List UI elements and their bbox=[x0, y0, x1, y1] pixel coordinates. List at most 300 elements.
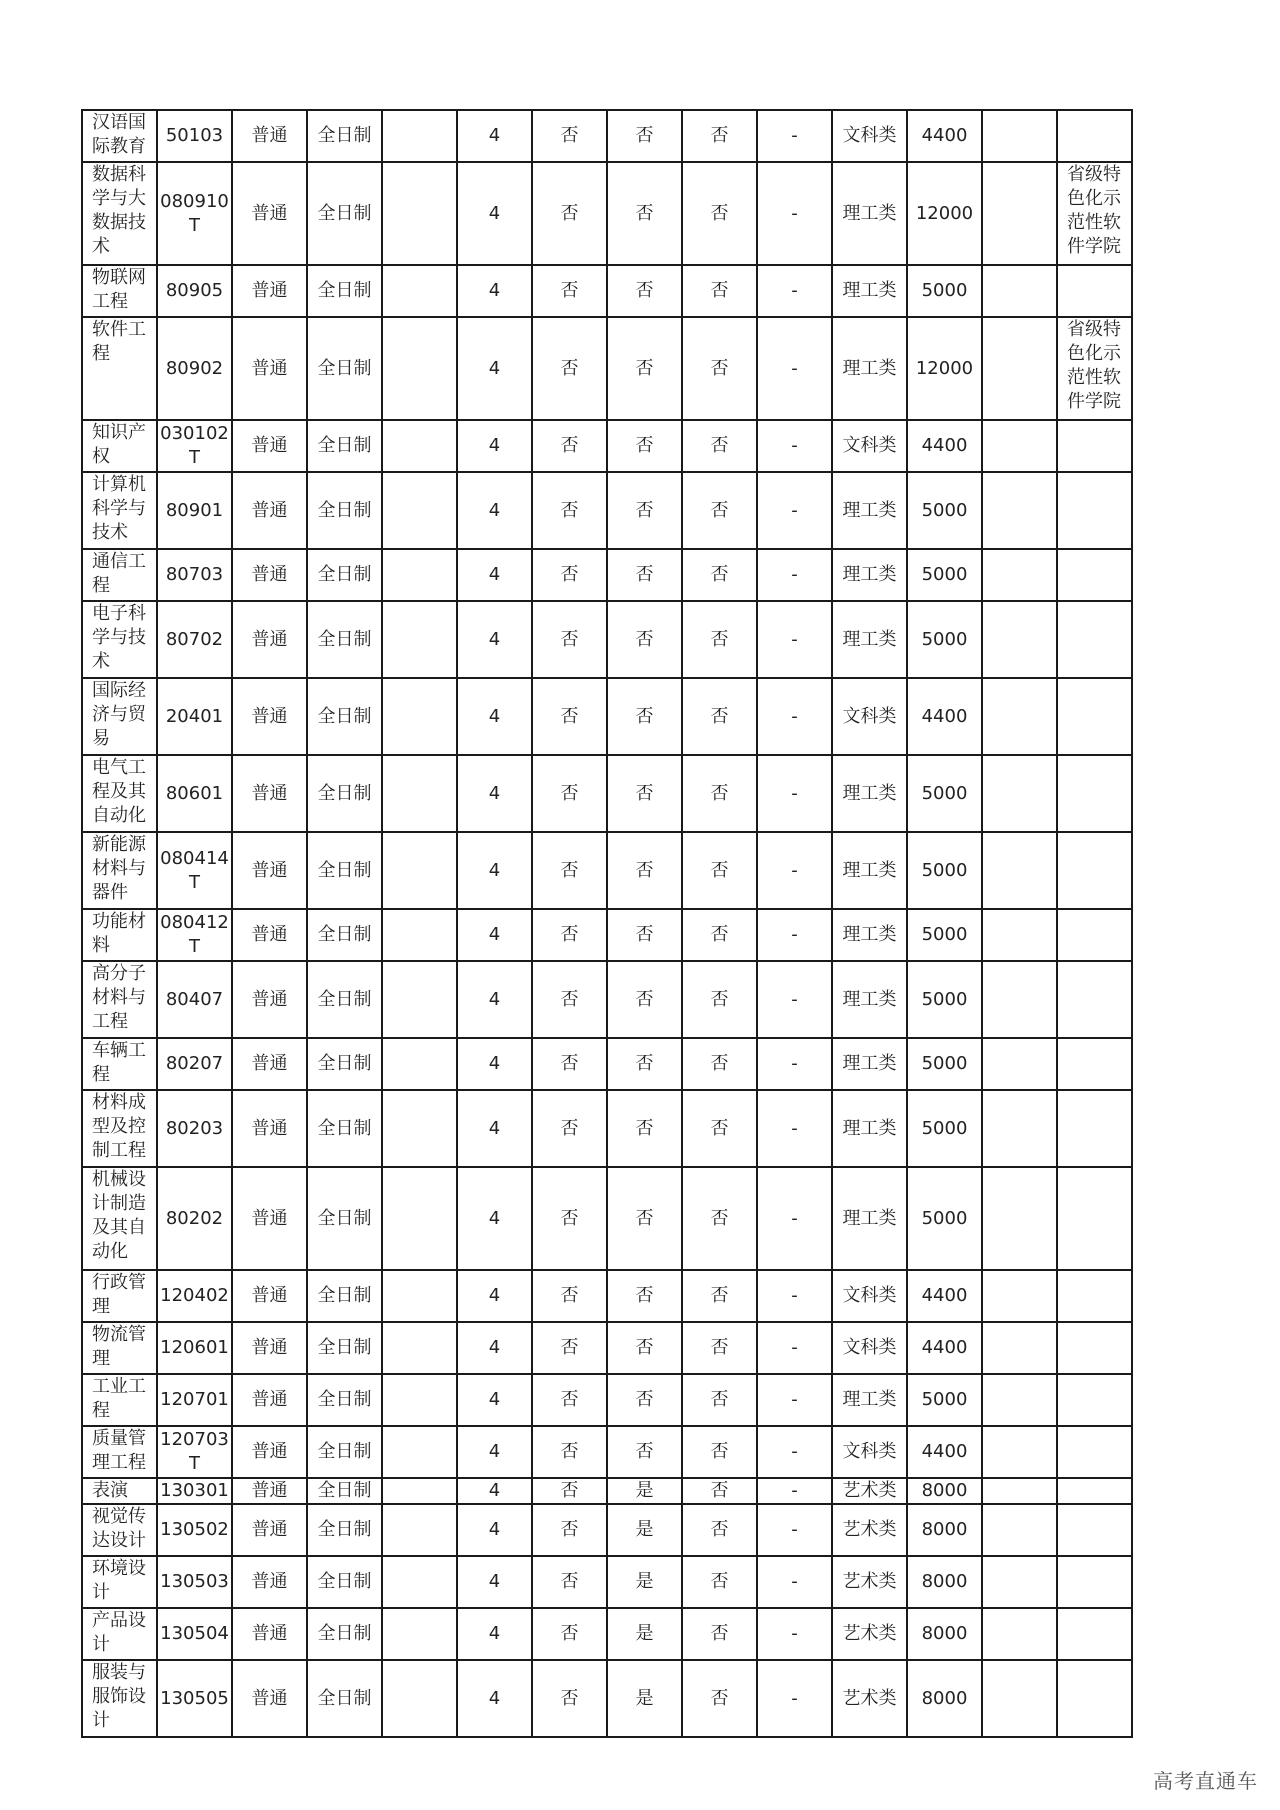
tuition-cell-text: 8000 bbox=[921, 1519, 968, 1540]
major-code-cell bbox=[157, 110, 232, 162]
blank-cell bbox=[982, 1038, 1057, 1090]
flag-cell bbox=[682, 110, 757, 162]
major-name-cell bbox=[82, 317, 157, 420]
duration-cell-text: 4 bbox=[488, 280, 501, 301]
dash-cell bbox=[757, 110, 832, 162]
major-name-cell-text: 电子科学与技术 bbox=[92, 603, 146, 672]
blank-cell bbox=[382, 1478, 457, 1504]
blank-cell bbox=[382, 1556, 457, 1608]
category-cell bbox=[832, 678, 907, 755]
major-name-cell bbox=[82, 1556, 157, 1608]
level-cell bbox=[232, 1556, 307, 1608]
study-mode-cell-text: 全日制 bbox=[317, 1623, 372, 1644]
major-code-cell-text: 120402 bbox=[160, 1285, 229, 1306]
blank-cell bbox=[382, 755, 457, 832]
flag-cell-text: 否 bbox=[635, 564, 654, 585]
level-cell bbox=[232, 1322, 307, 1374]
dash-cell-text: - bbox=[791, 435, 798, 456]
blank-cell bbox=[382, 832, 457, 909]
major-name-cell bbox=[82, 1090, 157, 1167]
study-mode-cell-text: 全日制 bbox=[317, 1053, 372, 1074]
flag-cell bbox=[532, 961, 607, 1038]
flag-cell-text: 否 bbox=[560, 202, 579, 224]
note-cell bbox=[1057, 1322, 1132, 1374]
major-code-cell-text: 120701 bbox=[160, 1389, 229, 1410]
table-row bbox=[82, 1426, 1132, 1478]
level-cell-text: 普通 bbox=[251, 1285, 288, 1306]
flag-cell bbox=[682, 1426, 757, 1478]
major-name-cell bbox=[82, 1478, 157, 1504]
tuition-cell-text: 8000 bbox=[921, 1623, 968, 1644]
category-cell bbox=[832, 1038, 907, 1090]
category-cell bbox=[832, 961, 907, 1038]
study-mode-cell-text: 全日制 bbox=[317, 564, 372, 585]
major-code-cell bbox=[157, 909, 232, 961]
major-name-cell-text: 环境设计 bbox=[92, 1558, 146, 1603]
tuition-cell bbox=[907, 1608, 982, 1660]
flag-cell bbox=[532, 909, 607, 961]
flag-cell-text: 否 bbox=[635, 1389, 654, 1410]
level-cell bbox=[232, 1504, 307, 1556]
flag-cell bbox=[682, 162, 757, 265]
major-code-cell bbox=[157, 678, 232, 755]
flag-cell-text: 否 bbox=[710, 357, 729, 379]
major-name-cell bbox=[82, 1322, 157, 1374]
study-mode-cell bbox=[307, 1660, 382, 1737]
blank-cell bbox=[382, 1426, 457, 1478]
flag-cell-text: 否 bbox=[560, 280, 579, 301]
blank-cell bbox=[382, 961, 457, 1038]
flag-cell bbox=[607, 110, 682, 162]
level-cell-text: 普通 bbox=[251, 1687, 288, 1709]
blank-cell bbox=[382, 162, 457, 265]
major-name-cell-text: 材料成型及控制工程 bbox=[92, 1092, 146, 1161]
dash-cell bbox=[757, 755, 832, 832]
note-cell bbox=[1057, 1167, 1132, 1270]
blank-cell bbox=[382, 317, 457, 420]
flag-cell bbox=[607, 1090, 682, 1167]
major-name-cell bbox=[82, 472, 157, 549]
category-cell bbox=[832, 1270, 907, 1322]
flag-cell bbox=[607, 472, 682, 549]
table-row bbox=[82, 961, 1132, 1038]
dash-cell-text: - bbox=[791, 705, 798, 727]
flag-cell bbox=[532, 1167, 607, 1270]
category-cell-text: 理工类 bbox=[842, 859, 897, 881]
duration-cell bbox=[457, 1608, 532, 1660]
flag-cell-text: 否 bbox=[635, 202, 654, 224]
flag-cell-text: 否 bbox=[635, 705, 654, 727]
note-cell-text: 省级特色化示范性软件学院 bbox=[1067, 164, 1121, 257]
blank-cell bbox=[982, 755, 1057, 832]
dash-cell-text: - bbox=[791, 357, 798, 379]
flag-cell-text: 否 bbox=[710, 1687, 729, 1709]
flag-cell bbox=[532, 1374, 607, 1426]
dash-cell bbox=[757, 909, 832, 961]
duration-cell bbox=[457, 317, 532, 420]
major-name-cell bbox=[82, 1660, 157, 1737]
category-cell bbox=[832, 1478, 907, 1504]
tuition-cell-text: 12000 bbox=[915, 202, 974, 224]
tuition-cell bbox=[907, 1660, 982, 1737]
note-cell bbox=[1057, 549, 1132, 601]
study-mode-cell bbox=[307, 1167, 382, 1270]
study-mode-cell-text: 全日制 bbox=[317, 924, 372, 945]
note-cell bbox=[1057, 961, 1132, 1038]
flag-cell-text: 否 bbox=[635, 1053, 654, 1074]
level-cell-text: 普通 bbox=[251, 705, 288, 727]
study-mode-cell-text: 全日制 bbox=[317, 125, 372, 146]
tuition-cell-text: 4400 bbox=[921, 1441, 968, 1462]
major-code-cell-text: 80207 bbox=[165, 1053, 224, 1074]
tuition-cell-text: 5000 bbox=[921, 1207, 968, 1229]
study-mode-cell bbox=[307, 1556, 382, 1608]
duration-cell-text: 4 bbox=[488, 782, 501, 804]
dash-cell bbox=[757, 1660, 832, 1737]
flag-cell-text: 是 bbox=[635, 1623, 654, 1644]
level-cell-text: 普通 bbox=[251, 1053, 288, 1074]
major-name-cell-text: 计算机科学与技术 bbox=[92, 474, 146, 543]
flag-cell bbox=[532, 1504, 607, 1556]
major-name-cell bbox=[82, 1374, 157, 1426]
level-cell-text: 普通 bbox=[251, 1207, 288, 1229]
category-cell-text: 艺术类 bbox=[842, 1480, 897, 1501]
table-row bbox=[82, 1270, 1132, 1322]
tuition-cell bbox=[907, 961, 982, 1038]
tuition-cell-text: 4400 bbox=[921, 705, 968, 727]
level-cell bbox=[232, 1090, 307, 1167]
major-code-cell bbox=[157, 1322, 232, 1374]
table-row bbox=[82, 678, 1132, 755]
tuition-cell-text: 5000 bbox=[921, 1389, 968, 1410]
flag-cell-text: 是 bbox=[635, 1519, 654, 1540]
blank-cell bbox=[982, 1504, 1057, 1556]
flag-cell bbox=[682, 549, 757, 601]
flag-cell bbox=[607, 420, 682, 472]
tuition-cell-text: 4400 bbox=[921, 1285, 968, 1306]
dash-cell bbox=[757, 1090, 832, 1167]
dash-cell-text: - bbox=[791, 1285, 798, 1306]
duration-cell-text: 4 bbox=[488, 1623, 501, 1644]
note-cell bbox=[1057, 1038, 1132, 1090]
flag-cell bbox=[607, 755, 682, 832]
blank-cell bbox=[982, 1426, 1057, 1478]
major-code-cell-text: 120703T bbox=[160, 1429, 229, 1474]
flag-cell-text: 否 bbox=[710, 628, 729, 650]
category-cell-text: 理工类 bbox=[842, 1117, 897, 1139]
blank-cell bbox=[982, 961, 1057, 1038]
major-name-cell bbox=[82, 601, 157, 678]
study-mode-cell bbox=[307, 1270, 382, 1322]
flag-cell bbox=[682, 1270, 757, 1322]
flag-cell-text: 否 bbox=[710, 988, 729, 1010]
study-mode-cell-text: 全日制 bbox=[317, 1687, 372, 1709]
flag-cell bbox=[607, 1270, 682, 1322]
category-cell bbox=[832, 1374, 907, 1426]
tuition-cell bbox=[907, 909, 982, 961]
flag-cell-text: 否 bbox=[560, 1687, 579, 1709]
flag-cell-text: 否 bbox=[635, 924, 654, 945]
major-code-cell bbox=[157, 1660, 232, 1737]
flag-cell bbox=[607, 1322, 682, 1374]
flag-cell-text: 否 bbox=[560, 1389, 579, 1410]
flag-cell-text: 否 bbox=[710, 1053, 729, 1074]
category-cell-text: 理工类 bbox=[842, 924, 897, 945]
tuition-cell bbox=[907, 1270, 982, 1322]
major-table bbox=[81, 109, 1133, 1738]
duration-cell bbox=[457, 961, 532, 1038]
duration-cell-text: 4 bbox=[488, 1207, 501, 1229]
major-code-cell bbox=[157, 420, 232, 472]
duration-cell bbox=[457, 110, 532, 162]
duration-cell-text: 4 bbox=[488, 357, 501, 379]
major-code-cell-text: 80203 bbox=[165, 1117, 224, 1139]
flag-cell bbox=[532, 472, 607, 549]
blank-cell bbox=[982, 678, 1057, 755]
dash-cell bbox=[757, 1426, 832, 1478]
category-cell bbox=[832, 472, 907, 549]
major-name-cell-text: 表演 bbox=[92, 1480, 128, 1501]
table-row bbox=[82, 755, 1132, 832]
table-row bbox=[82, 832, 1132, 909]
dash-cell-text: - bbox=[791, 1207, 798, 1229]
study-mode-cell-text: 全日制 bbox=[317, 859, 372, 881]
blank-cell bbox=[382, 472, 457, 549]
level-cell bbox=[232, 1608, 307, 1660]
duration-cell-text: 4 bbox=[488, 125, 501, 146]
level-cell-text: 普通 bbox=[251, 988, 288, 1010]
flag-cell bbox=[607, 1660, 682, 1737]
duration-cell bbox=[457, 832, 532, 909]
major-code-cell-text: 80703 bbox=[165, 564, 224, 585]
study-mode-cell-text: 全日制 bbox=[317, 1571, 372, 1592]
blank-cell bbox=[982, 317, 1057, 420]
table-row bbox=[82, 1167, 1132, 1270]
tuition-cell bbox=[907, 1374, 982, 1426]
duration-cell bbox=[457, 1038, 532, 1090]
level-cell bbox=[232, 601, 307, 678]
flag-cell-text: 否 bbox=[560, 1480, 579, 1501]
category-cell bbox=[832, 1426, 907, 1478]
blank-cell bbox=[382, 1374, 457, 1426]
tuition-cell-text: 5000 bbox=[921, 1117, 968, 1139]
flag-cell-text: 否 bbox=[710, 499, 729, 521]
category-cell-text: 文科类 bbox=[842, 435, 897, 456]
study-mode-cell bbox=[307, 472, 382, 549]
flag-cell-text: 否 bbox=[635, 782, 654, 804]
major-name-cell bbox=[82, 1426, 157, 1478]
flag-cell-text: 否 bbox=[710, 1389, 729, 1410]
tuition-cell-text: 4400 bbox=[921, 1337, 968, 1358]
study-mode-cell bbox=[307, 1038, 382, 1090]
level-cell bbox=[232, 110, 307, 162]
category-cell bbox=[832, 909, 907, 961]
dash-cell bbox=[757, 1478, 832, 1504]
major-name-cell bbox=[82, 909, 157, 961]
level-cell-text: 普通 bbox=[251, 924, 288, 945]
duration-cell-text: 4 bbox=[488, 628, 501, 650]
level-cell bbox=[232, 1270, 307, 1322]
major-code-cell-text: 130503 bbox=[160, 1571, 229, 1592]
flag-cell-text: 否 bbox=[560, 1053, 579, 1074]
tuition-cell bbox=[907, 549, 982, 601]
flag-cell-text: 否 bbox=[560, 357, 579, 379]
major-name-cell bbox=[82, 1608, 157, 1660]
category-cell bbox=[832, 1322, 907, 1374]
study-mode-cell-text: 全日制 bbox=[317, 1337, 372, 1358]
category-cell-text: 文科类 bbox=[842, 125, 897, 146]
category-cell-text: 理工类 bbox=[842, 280, 897, 301]
duration-cell-text: 4 bbox=[488, 924, 501, 945]
duration-cell bbox=[457, 1374, 532, 1426]
flag-cell-text: 否 bbox=[560, 1285, 579, 1306]
major-code-cell-text: 030102T bbox=[160, 423, 229, 468]
study-mode-cell-text: 全日制 bbox=[317, 499, 372, 521]
table-row bbox=[82, 1608, 1132, 1660]
major-code-cell bbox=[157, 265, 232, 317]
flag-cell bbox=[682, 1556, 757, 1608]
major-name-cell-text: 电气工程及其自动化 bbox=[92, 757, 146, 826]
flag-cell bbox=[607, 678, 682, 755]
level-cell-text: 普通 bbox=[251, 1571, 288, 1592]
flag-cell-text: 否 bbox=[635, 1207, 654, 1229]
category-cell bbox=[832, 601, 907, 678]
flag-cell-text: 否 bbox=[635, 1285, 654, 1306]
blank-cell bbox=[382, 1167, 457, 1270]
major-name-cell bbox=[82, 1270, 157, 1322]
blank-cell bbox=[982, 1556, 1057, 1608]
major-code-cell bbox=[157, 1478, 232, 1504]
study-mode-cell bbox=[307, 755, 382, 832]
flag-cell-text: 否 bbox=[710, 782, 729, 804]
tuition-cell-text: 8000 bbox=[921, 1687, 968, 1709]
major-name-cell-text: 物联网工程 bbox=[92, 267, 146, 312]
blank-cell bbox=[382, 110, 457, 162]
category-cell bbox=[832, 265, 907, 317]
tuition-cell bbox=[907, 317, 982, 420]
table-row bbox=[82, 909, 1132, 961]
major-code-cell bbox=[157, 601, 232, 678]
flag-cell-text: 否 bbox=[560, 125, 579, 146]
dash-cell-text: - bbox=[791, 628, 798, 650]
table-row bbox=[82, 265, 1132, 317]
tuition-cell bbox=[907, 755, 982, 832]
dash-cell bbox=[757, 1608, 832, 1660]
category-cell bbox=[832, 1504, 907, 1556]
dash-cell bbox=[757, 1374, 832, 1426]
tuition-cell bbox=[907, 1504, 982, 1556]
note-cell bbox=[1057, 1090, 1132, 1167]
major-name-cell-text: 功能材料 bbox=[92, 911, 146, 956]
flag-cell-text: 否 bbox=[560, 705, 579, 727]
tuition-cell bbox=[907, 472, 982, 549]
note-cell-text: 省级特色化示范性软件学院 bbox=[1067, 319, 1121, 412]
note-cell bbox=[1057, 1660, 1132, 1737]
duration-cell-text: 4 bbox=[488, 1480, 501, 1501]
category-cell-text: 理工类 bbox=[842, 499, 897, 521]
level-cell bbox=[232, 678, 307, 755]
flag-cell bbox=[682, 1608, 757, 1660]
study-mode-cell bbox=[307, 1608, 382, 1660]
category-cell bbox=[832, 162, 907, 265]
blank-cell bbox=[982, 110, 1057, 162]
flag-cell bbox=[607, 1556, 682, 1608]
study-mode-cell bbox=[307, 1374, 382, 1426]
flag-cell-text: 否 bbox=[560, 1441, 579, 1462]
flag-cell bbox=[532, 1478, 607, 1504]
level-cell bbox=[232, 1478, 307, 1504]
duration-cell-text: 4 bbox=[488, 1687, 501, 1709]
flag-cell bbox=[682, 1038, 757, 1090]
study-mode-cell-text: 全日制 bbox=[317, 202, 372, 224]
flag-cell bbox=[682, 317, 757, 420]
flag-cell-text: 否 bbox=[635, 988, 654, 1010]
watermark: 高考直通车 bbox=[1153, 1769, 1258, 1793]
dash-cell-text: - bbox=[791, 1053, 798, 1074]
study-mode-cell-text: 全日制 bbox=[317, 280, 372, 301]
tuition-cell bbox=[907, 678, 982, 755]
note-cell bbox=[1057, 755, 1132, 832]
category-cell bbox=[832, 549, 907, 601]
dash-cell-text: - bbox=[791, 280, 798, 301]
flag-cell-text: 否 bbox=[560, 988, 579, 1010]
major-code-cell-text: 80407 bbox=[165, 988, 224, 1010]
category-cell-text: 文科类 bbox=[842, 1441, 897, 1462]
flag-cell bbox=[682, 472, 757, 549]
flag-cell bbox=[532, 317, 607, 420]
category-cell-text: 理工类 bbox=[842, 357, 897, 379]
flag-cell-text: 是 bbox=[635, 1480, 654, 1501]
study-mode-cell bbox=[307, 420, 382, 472]
dash-cell-text: - bbox=[791, 125, 798, 146]
category-cell bbox=[832, 1608, 907, 1660]
level-cell bbox=[232, 909, 307, 961]
study-mode-cell bbox=[307, 1478, 382, 1504]
dash-cell-text: - bbox=[791, 1480, 798, 1501]
major-code-cell bbox=[157, 961, 232, 1038]
major-name-cell bbox=[82, 162, 157, 265]
category-cell-text: 文科类 bbox=[842, 1337, 897, 1358]
study-mode-cell bbox=[307, 265, 382, 317]
flag-cell-text: 否 bbox=[710, 1441, 729, 1462]
flag-cell-text: 否 bbox=[560, 859, 579, 881]
level-cell bbox=[232, 420, 307, 472]
duration-cell bbox=[457, 1504, 532, 1556]
duration-cell-text: 4 bbox=[488, 988, 501, 1010]
major-code-cell bbox=[157, 1504, 232, 1556]
dash-cell-text: - bbox=[791, 988, 798, 1010]
study-mode-cell bbox=[307, 1426, 382, 1478]
flag-cell-text: 否 bbox=[635, 628, 654, 650]
flag-cell bbox=[532, 1090, 607, 1167]
category-cell bbox=[832, 1090, 907, 1167]
major-code-cell bbox=[157, 1270, 232, 1322]
blank-cell bbox=[382, 1608, 457, 1660]
flag-cell bbox=[682, 1504, 757, 1556]
study-mode-cell bbox=[307, 1504, 382, 1556]
flag-cell-text: 是 bbox=[635, 1687, 654, 1709]
tuition-cell bbox=[907, 1090, 982, 1167]
duration-cell bbox=[457, 420, 532, 472]
table-row bbox=[82, 1038, 1132, 1090]
flag-cell-text: 否 bbox=[710, 125, 729, 146]
flag-cell-text: 否 bbox=[635, 125, 654, 146]
flag-cell-text: 否 bbox=[560, 1519, 579, 1540]
tuition-cell bbox=[907, 1038, 982, 1090]
study-mode-cell bbox=[307, 549, 382, 601]
blank-cell bbox=[382, 1270, 457, 1322]
flag-cell-text: 否 bbox=[635, 1441, 654, 1462]
